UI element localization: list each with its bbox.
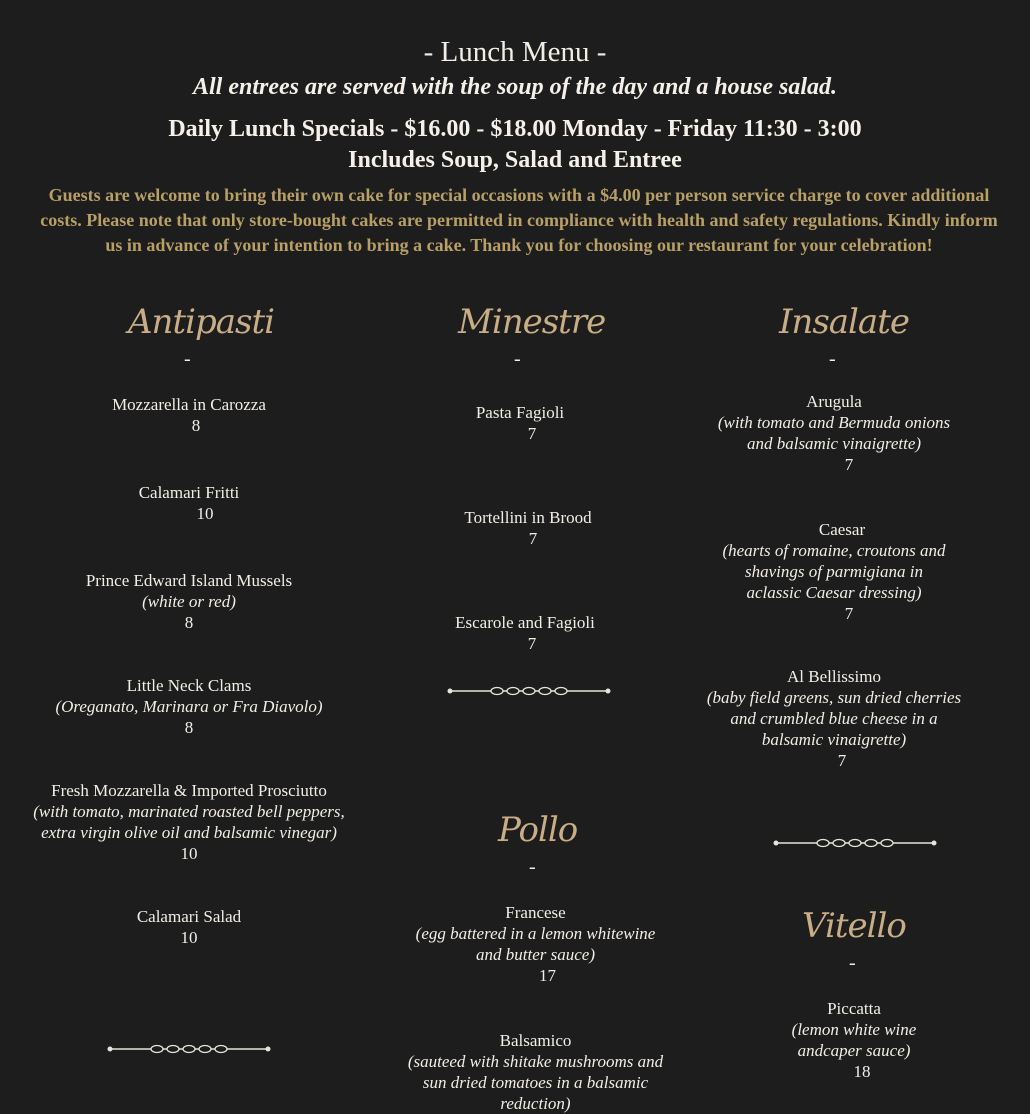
item-description: (Oreganato, Marinara or Fra Diavolo) bbox=[55, 697, 323, 716]
menu-item bbox=[49, 570, 329, 633]
item-price: 8 bbox=[191, 416, 201, 435]
item-price: 10 bbox=[196, 504, 214, 523]
section-title-antipasti: Antipasti bbox=[128, 302, 275, 342]
menu-item bbox=[415, 612, 635, 654]
item-name: Fresh Mozzarella & Imported Prosciutto bbox=[51, 781, 327, 800]
item-price: 7 bbox=[527, 634, 537, 653]
item-price: 7 bbox=[837, 751, 847, 770]
cake-policy-notice: Guests are welcome to bring their own cake for special occasions with a $4.00 per person service charge to cover additional costs. Please note that only store-bought cakes are permitted in compliance with health and safety regulations. Kindly inform us in advance of your intention to bring a cake. Thank you for choosing our restaurant for your celebration! bbox=[40, 185, 998, 255]
menu-item bbox=[34, 675, 344, 738]
item-name: Francese bbox=[505, 903, 566, 922]
item-name: Balsamico bbox=[499, 1031, 572, 1050]
item-description: (with tomato, marinated roasted bell peppers, extra virgin olive oil and balsamic vinegar) bbox=[33, 802, 345, 842]
section-dash-insalate: - bbox=[829, 348, 836, 370]
menu-item bbox=[69, 482, 309, 524]
daily-specials: Daily Lunch Specials - $16.00 - $18.00 Monday - Friday 11:30 - 3:00 bbox=[168, 116, 862, 142]
item-price: 18 bbox=[853, 1062, 871, 1081]
item-name: Escarole and Fagioli bbox=[455, 613, 595, 632]
section-title-minestre: Minestre bbox=[458, 302, 606, 342]
item-description: (lemon white wine andcaper sauce) bbox=[791, 1020, 917, 1060]
menu-item bbox=[418, 507, 638, 549]
ornamental-divider bbox=[773, 837, 937, 849]
menu-subtitle: All entrees are served with the soup of the day and a house salad. bbox=[192, 74, 838, 100]
item-name: Calamari Fritti bbox=[138, 483, 240, 502]
item-price: 10 bbox=[180, 844, 198, 863]
item-name: Al Bellissimo bbox=[787, 667, 881, 686]
item-description: (hearts of romaine, croutons and shavings of parmigiana in aclassic Caesar dressing) bbox=[722, 541, 946, 602]
ornamental-divider bbox=[447, 685, 611, 697]
item-name: Arugula bbox=[806, 392, 862, 411]
section-dash-pollo: - bbox=[529, 856, 536, 878]
item-name: Tortellini in Brood bbox=[464, 508, 592, 527]
item-name: Caesar bbox=[818, 520, 866, 539]
menu-item bbox=[420, 402, 620, 444]
item-description: (with tomato and Bermuda onions and balsamic vinaigrette) bbox=[717, 413, 951, 453]
item-name: Piccatta bbox=[827, 999, 881, 1018]
section-title-insalate: Insalate bbox=[779, 302, 909, 342]
item-description: (white or red) bbox=[142, 592, 236, 611]
menu-item bbox=[69, 906, 309, 948]
item-description: (baby field greens, sun dried cherries and crumbled blue cheese in a balsamic vinaigrette) bbox=[706, 688, 962, 749]
item-name: Calamari Salad bbox=[136, 907, 242, 926]
menu-item bbox=[716, 519, 952, 624]
item-description: (sauteed with shitake mushrooms and sun dried tomatoes in a balsamic reduction) bbox=[407, 1052, 664, 1113]
ornamental-divider bbox=[107, 1043, 271, 1055]
menu-item bbox=[14, 780, 364, 864]
item-name: Prince Edward Island Mussels bbox=[85, 571, 293, 590]
item-price: 17 bbox=[539, 966, 556, 985]
menu-item bbox=[408, 902, 663, 986]
menu-item bbox=[403, 1030, 668, 1114]
item-description: (egg battered in a lemon whitewine and butter sauce) bbox=[415, 924, 656, 964]
section-title-pollo: Pollo bbox=[498, 810, 578, 850]
section-dash-vitello: - bbox=[849, 952, 856, 974]
menu-item bbox=[769, 998, 939, 1082]
section-dash-antipasti: - bbox=[184, 348, 191, 370]
item-price: 7 bbox=[527, 424, 537, 443]
item-name: Mozzarella in Carozza bbox=[112, 395, 266, 414]
specials-includes: Includes Soup, Salad and Entree bbox=[348, 147, 682, 173]
item-price: 7 bbox=[844, 455, 854, 474]
section-title-vitello: Vitello bbox=[802, 906, 906, 946]
item-price: 8 bbox=[184, 613, 194, 632]
section-dash-minestre: - bbox=[514, 348, 521, 370]
menu-item bbox=[699, 666, 969, 771]
menu-title: - Lunch Menu - bbox=[423, 36, 607, 68]
menu-item bbox=[69, 394, 309, 436]
item-price: 10 bbox=[180, 928, 198, 947]
item-name: Little Neck Clams bbox=[126, 676, 252, 695]
item-name: Pasta Fagioli bbox=[475, 403, 565, 422]
item-price: 8 bbox=[184, 718, 194, 737]
item-price: 7 bbox=[528, 529, 538, 548]
menu-item bbox=[699, 391, 969, 475]
item-price: 7 bbox=[844, 604, 854, 623]
